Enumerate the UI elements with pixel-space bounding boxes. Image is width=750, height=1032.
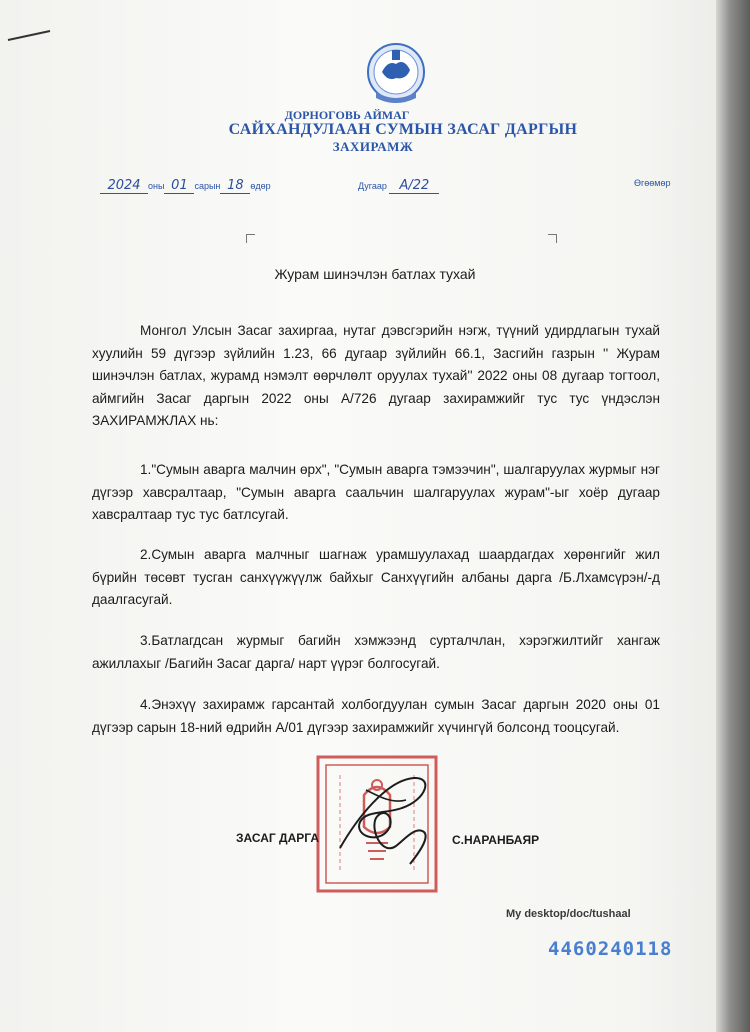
pen-mark [6,28,52,42]
place-label: Өгөөмөр [634,178,671,188]
signer-name: С.НАРАНБАЯР [452,833,540,847]
item-3-paragraph [92,630,660,675]
day-value: 18 [220,178,250,194]
signer-position: ЗАСАГ ДАРГА [236,831,319,845]
state-emblem-icon [362,42,430,108]
day-label: өдөр [250,181,271,191]
item-2-paragraph [92,544,660,612]
office-name: САЙХАНДУЛААН СУМЫН ЗАСАГ ДАРГЫН [228,121,578,138]
year-label: оны [148,181,165,191]
item-4-text: 4.Энэхүү захирамж гарсантай холбогдуулан сумын Засаг даргын 2020 оны 01 дүгээр сарын 18-ний өдрийн А/01 дүгээр захирамжийг хүчингүй болсонд тооцсугай. [92,697,660,735]
date-field [100,178,271,194]
title-bracket-left [246,234,255,243]
item-3-text: 3.Батлагдсан журмыг багийн хэмжээнд сурталчлан, хэрэгжилтийг хангаж ажиллахыг /Багийн Засаг дарга/ нарт үүрэг болгосугай. [92,633,660,671]
item-1-text: 1."Сумын аварга малчин өрх", "Сумын аварга тэмээчин", шалгаруулах журмыг нэг дүгээр хавсралтаар, "Сумын аварга саальчин шалгаруулах журам"-ыг хоёр дугаар хавсралтаар тус тус батлсугай. [92,462,660,522]
month-label: сарын [194,181,221,191]
number-label: Дугаар [358,181,387,191]
month-value: 01 [164,178,194,194]
document-type: ЗАХИРАМЖ [332,139,414,154]
item-1-paragraph [92,459,660,527]
year-value: 2024 [100,178,148,194]
preamble-text: Монгол Улсын Засаг захиргаа, нутаг дэвсгэрийн нэгж, түүний удирдлагын тухай хуулийн 59 дүгээр зүйлийн 1.23, 66 дугаар зүйлийн 66.1, Засгийн газрын '' Журам шинэчлэн батлах, журамд нэмэлт өөрчлөлт оруулах тухай'' 2022 оны 08 дугаар тогтоол, аймгийн Засаг даргын 2022 оны А/726 дугаар захирамжийг тус тус үндэслэн ЗАХИРАМЖЛАХ нь: [92,323,660,428]
preamble-paragraph [92,320,660,433]
title-bracket-right [548,234,557,243]
file-path-note: My desktop/doc/tushaal [506,908,631,920]
document-number-field [358,178,439,194]
signature-icon [326,760,446,870]
aimag-name: ДОРНОГОВЬ АЙМАГ [284,108,410,122]
number-value: A/22 [389,178,439,194]
document-title: Журам шинэчлэн батлах тухай [274,266,476,282]
item-4-paragraph [92,694,660,739]
registration-number: 4460240118 [548,938,673,960]
item-2-text: 2.Сумын аварга малчныг шагнаж урамшуулахад шаардагдах хөрөнгийг жил бүрийн төсөвт тусган санхүүжүүлж байхыг Санхүүгийн албаны дарга /Б.Лхамсүрэн/-д даалгасугай. [92,547,660,607]
